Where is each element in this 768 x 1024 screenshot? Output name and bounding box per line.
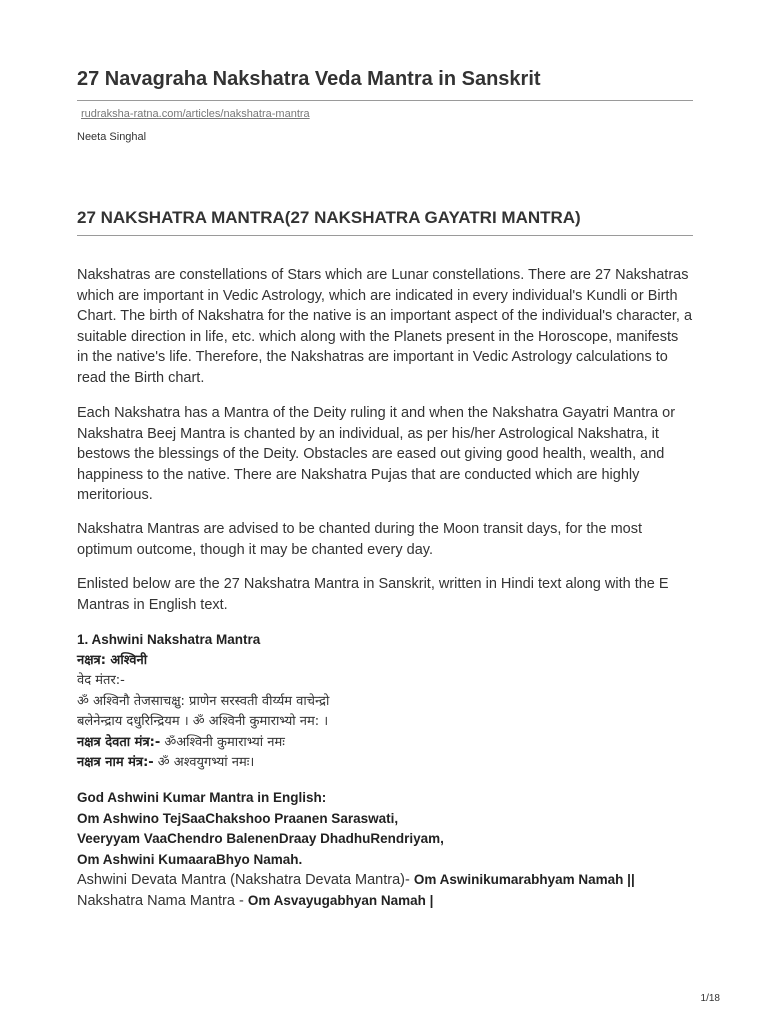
nakshatra-name-hindi: नक्षत्र: अश्विनी (77, 652, 148, 668)
devata-mantra-line (77, 733, 693, 754)
devata-mantra-value: Om Aswinikumarabhyam Namah || (413, 872, 635, 887)
veda-mantra-label: वेद मंतर:- (77, 673, 125, 688)
source-path: /articles/nakshatra-mantra (182, 108, 310, 120)
nama-mantra-label: नक्षत्र नाम मंत्र:- (77, 755, 154, 770)
english-mantra-block (77, 788, 693, 911)
nama-mantra-value: Om Asvayugabhyan Namah | (247, 892, 434, 908)
devata-mantra-text: ॐअश्विनी कुमाराभ्यां नमः (160, 734, 285, 750)
source-domain: rudraksha-ratna.com (81, 108, 183, 120)
paragraph-deity (77, 403, 693, 506)
section-divider (77, 235, 693, 236)
veda-mantra-line: ॐ अश्विनौ तेजसाचक्षु: प्राणेन सरस्वती वीर्य्यम वाचेन्द्रो (77, 693, 330, 709)
english-mantra-line: Om Ashwino TejSaaChakshoo Praanen Saraswati, (77, 810, 399, 826)
page-title: 27 Navagraha Nakshatra Veda Mantra in Sanskrit (77, 68, 541, 90)
paragraph: Each Nakshatra has a Mantra of the Deity ruling it and when the Nakshatra Gayatri Mantra or Nakshatra Beej Mantra is chanted by an individual, as per his/her Astrological Nakshatra, it bestows the blessings of the Deity. Obstacles are eased out giving good health, wealth, and happiness to the native. There are Nakshatra Pujas that are conducted which are highly meritorious. (77, 405, 676, 503)
paragraph: Enlisted below are the 27 Nakshatra Mantra in Sanskrit, written in Hindi text along with the E Mantras in English text. (77, 576, 669, 613)
mantra-1-block (77, 630, 693, 774)
english-mantra-line: Om Ashwini KumaaraBhyo Namah. (77, 851, 303, 867)
devata-mantra-english (77, 870, 693, 891)
page-number: 1/18 (700, 993, 720, 1004)
source-link[interactable] (81, 108, 310, 120)
paragraph-moon (77, 519, 693, 560)
nama-mantra-prefix: Nakshatra Nama Mantra - (77, 892, 248, 909)
title-divider (77, 100, 693, 101)
english-mantra-heading: God Ashwini Kumar Mantra in English: (77, 790, 327, 805)
mantra-heading: 1. Ashwini Nakshatra Mantra (77, 632, 261, 647)
paragraph-intro (77, 265, 693, 388)
paragraph: Nakshatras are constellations of Stars which are Lunar constellations. There are 27 Nakshatras which are important in Vedic Astrology, which are indicated in every individual's Kundli or Birth Chart. The birth of Nakshatra for the native is an important aspect of the individual's character, a suitable direction in life, etc. which along with the Planets present in the Horoscope, manifests in the native's life. Therefore, the Nakshatras are important in Vedic Astrology calculations to read the Birth chart. (77, 267, 693, 386)
devata-mantra-label: नक्षत्र देवता मंत्र:- (77, 734, 161, 750)
section-heading: 27 NAKSHATRA MANTRA(27 NAKSHATRA GAYATRI MANTRA) (77, 208, 581, 227)
author-name: Neeta Singhal (77, 131, 147, 143)
nama-mantra-text: ॐ अश्वयुगभ्यां नमः। (153, 755, 255, 770)
paragraph: Nakshatra Mantras are advised to be chanted during the Moon transit days, for the most optimum outcome, though it may be chanted every day. (77, 521, 642, 558)
english-mantra-line: Veeryyam VaaChendro BalenenDraay DhadhuRendriyam, (77, 831, 444, 846)
veda-mantra-line: बलेनेन्द्राय दधुरिन्द्रियम । ॐ अश्विनी कुमाराभ्यो नम: । (77, 714, 329, 729)
devata-mantra-prefix: Ashwini Devata Mantra (Nakshatra Devata Mantra)- (77, 872, 414, 888)
nama-mantra-line (77, 753, 693, 774)
paragraph-enlisted (77, 574, 693, 615)
nama-mantra-english (77, 891, 693, 912)
